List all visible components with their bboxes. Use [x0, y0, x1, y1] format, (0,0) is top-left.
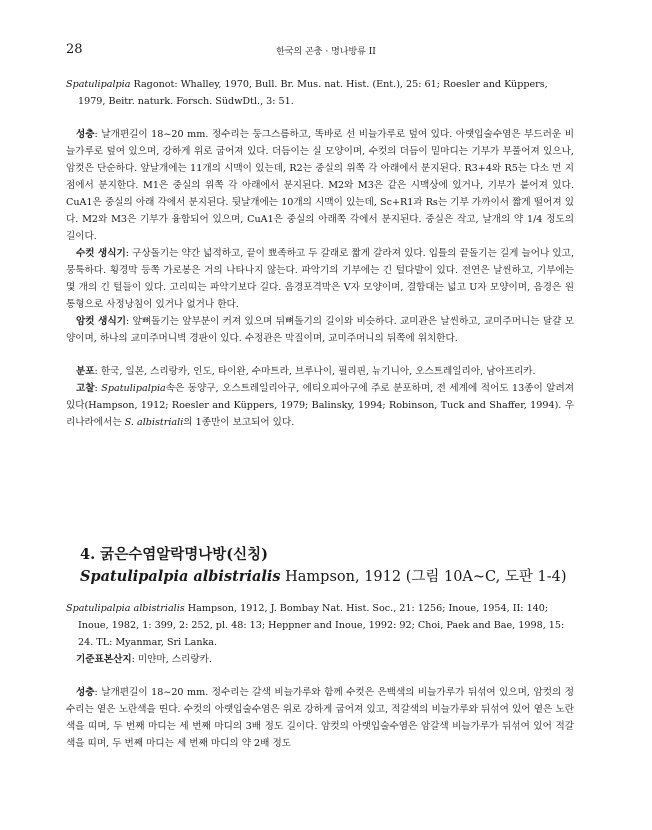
species-scientific-name: Spatulipalpia albistrialis Hampson, 1912 (그림 10A~C, 도판 1-4) [80, 568, 567, 585]
adult-description: 성충: 날개편길이 18~20 mm. 정수리는 둥그스름하고, 똑바로 선 비늘가루로 덮여 있다. 아랫입술수염은 부드러운 비늘가루로 덮여 있으며, 강하게 위로 굽어져 있다. 더듬이는 실 모양이며, 수컷의 더듬이 밑마디는 기부가 부풀어져 있으나, 암컷은 단순하다. 앞날개에는 11개의 시맥이 있는데, R2는 중실의 위쪽 각 아래에서 분지된다. R3+4와 R5는 다소 먼 지점에서 분지한다. M1은 중실의 위쪽 각 아래에서 분지된다. M2와 M3은 같은 시맥상에 있거나, 기부가 붙어져 있다. CuA1은 중실의 아래 각에서 분지된다. 뒷날개에는 10개의 시맥이 있는데, Sc+R1과 Rs는 기부 가까이서 짧게 떨어져 있다. M2와 M3은 기부가 융합되어 있으며, CuA1은 중실의 아래쪽 각에서 분지된다. 중실은 작고, 날개의 약 1/4 정도의 길이다. [66, 129, 575, 242]
top-section [66, 76, 574, 431]
male-genitalia-description: 수컷 생식기: 구상돌기는 약간 넓적하고, 끝이 뾰족하고 두 갈래로 짧게 갈라져 있다. 입틀의 끝돌기는 길게 늘어나 있고, 뭉툭하다. 횡경막 등쪽 가로봉은 거의 나타나지 않는다. 파악기의 기부에는 긴 털다발이 있다. 전연은 날씬하고, 기부에는 몇 개의 긴 털들이 있다. 고리띠는 파악기보다 길다. 음경포격막은 V자 모양이며, 결합대는 넓고 U자 모양이며, 음경은 원통형으로 사정낭침이 있거나 없거나 한다. [66, 248, 574, 310]
genus-synonymy: Spatulipalpia Ragonot: Whalley, 1970, Bull. Br. Mus. nat. Hist. (Ent.), 25: 61; Roesler and Küppers, 1979, Beitr. naturk. Forsch. SüdwDtl., 3: 51. [66, 79, 548, 107]
distribution-paragraph: 분포: 한국, 일본, 스리랑카, 인도, 타이완, 수마트라, 브루나이, 필리핀, 뉴기니아, 오스트레일리아, 남아프리카. [76, 366, 536, 377]
species-section [66, 600, 574, 752]
type-locality: 기준표본산지: 미얀마, 스리랑카. [76, 654, 212, 665]
adult-description-2: 성충: 날개편길이 18~20 mm. 정수리는 갈색 비늘가루와 함께 수컷은 은백색의 비늘가루가 뒤섞여 있으며, 암컷의 정수리는 옅은 노란색을 띤다. 수컷의 아랫입술수염은 위로 강하게 굽어져 있고, 적갈색의 비늘가루와 뒤섞여 있어 옅은 노란색을 띠며, 두 번째 마디는 세 번째 마디의 3배 정도 길이다. 암컷의 아랫입술수염은 암갈색 비늘가루가 뒤섞여 있어 적갈색을 띠며, 두 번째 마디는 세 번째 마디의 약 2배 정도 [66, 687, 574, 749]
remarks-paragraph: 고찰: Spatulipalpia속은 동양구, 오스트레일리아구, 에티오피아구에 주로 분포하며, 전 세계에 적어도 13종이 알려져 있다(Hampson, 1912; Roesler and Küppers, 1979; Balinsky, 1994; Robinson, Tuck and Shaffer, 1994). 우리나라에서는 S. albistriali의 1종만이 보고되어 있다. [66, 383, 574, 428]
running-title: 한국의 곤충 · 명나방류 II [276, 47, 376, 57]
species-number-title: 4. 굵은수염알락명나방(신칭) [80, 546, 268, 563]
female-genitalia-description: 암컷 생식기: 앞뼈돌기는 앞부분이 커져 있으며 뒤뼈돌기의 길이와 비슷하다. 교미관은 날씬하고, 교미주머니는 달걀 모양이며, 하나의 교미주머니벽 경판이 있다. 수정관은 막질이며, 교미주머니의 뒤쪽에 위치한다. [66, 316, 574, 344]
species-heading [80, 544, 566, 588]
species-synonymy: Spatulipalpia albistrialis Hampson, 1912, J. Bombay Nat. Hist. Soc., 21: 1256; Inoue, 1954, II: 140; Inoue, 1982, 1: 399, 2: 252, pl. 48: 13; Heppner and Inoue, 1992: 92; Choi, Paek and Bae, 1998, 15: 24. TL: Myanmar, Sri Lanka. [66, 603, 565, 648]
page-number: 28 [66, 42, 83, 57]
